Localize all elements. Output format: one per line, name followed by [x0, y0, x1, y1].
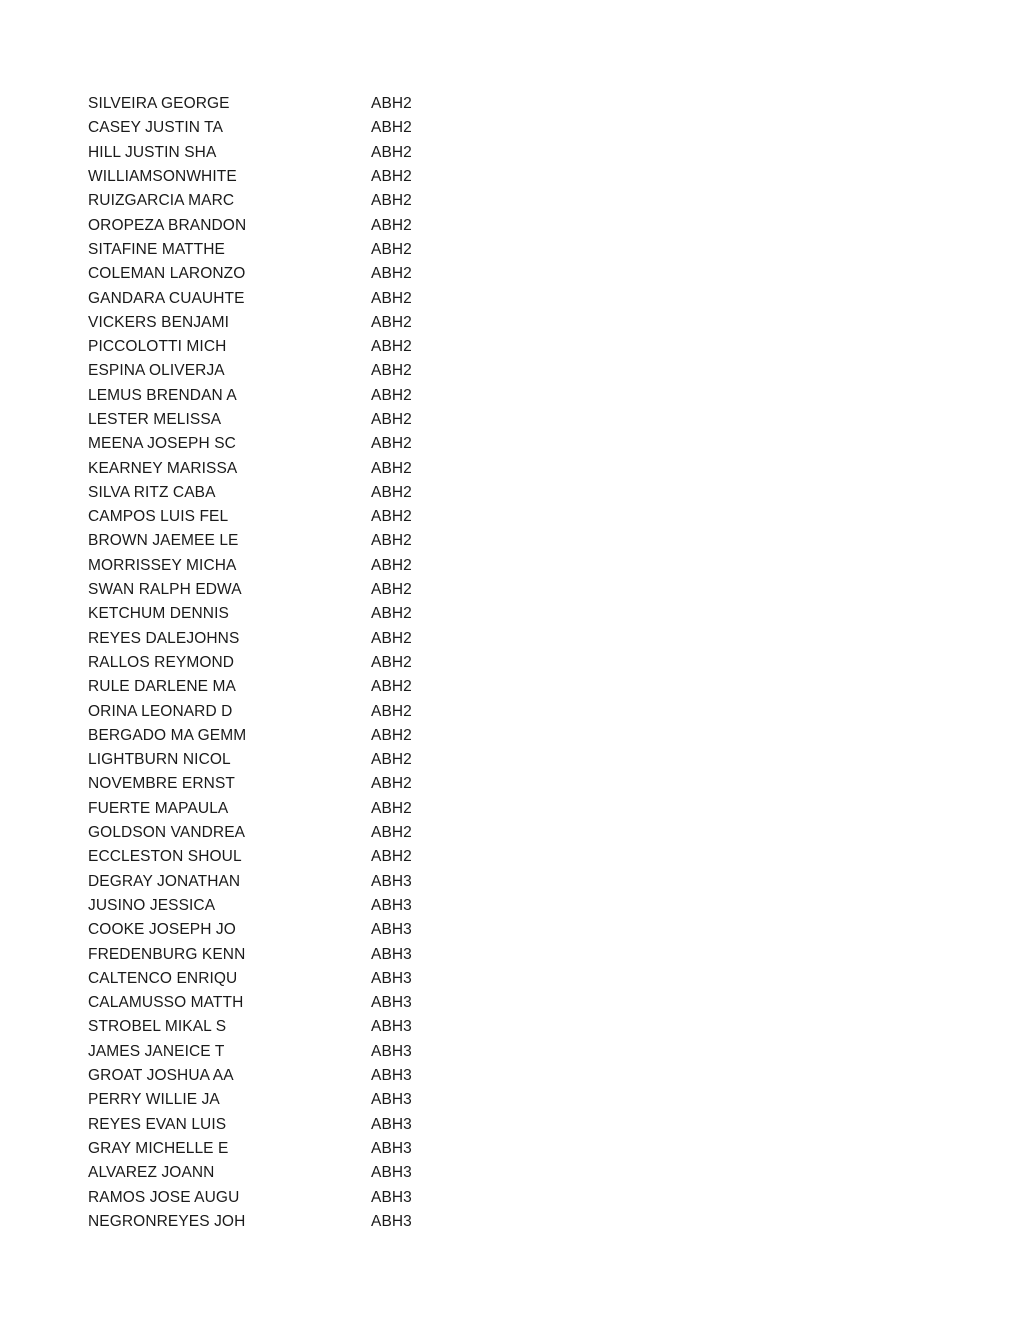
list-item — [88, 797, 488, 821]
person-name: GRAY MICHELLE E — [88, 1139, 229, 1157]
group-code: ABH2 — [371, 168, 412, 186]
list-item — [88, 238, 488, 262]
person-name: WILLIAMSONWHITE — [88, 168, 237, 186]
person-name: PERRY WILLIE JA — [88, 1091, 220, 1109]
list-item — [88, 821, 488, 845]
group-code: ABH2 — [371, 824, 412, 842]
list-item — [88, 1210, 488, 1234]
person-name: DEGRAY JONATHAN — [88, 872, 241, 890]
group-code: ABH3 — [371, 1067, 412, 1085]
person-name: COLEMAN LARONZO — [88, 265, 246, 283]
person-name: RAMOS JOSE AUGU — [88, 1188, 240, 1206]
person-name: LEMUS BRENDAN A — [88, 386, 237, 404]
person-name: STROBEL MIKAL S — [88, 1018, 227, 1036]
list-item — [88, 870, 488, 894]
list-item — [88, 1088, 488, 1112]
group-code: ABH2 — [371, 775, 412, 793]
person-name: SILVEIRA GEORGE — [88, 95, 230, 113]
list-item — [88, 1161, 488, 1185]
group-code: ABH3 — [371, 1139, 412, 1157]
list-item — [88, 1185, 488, 1209]
group-code: ABH2 — [371, 605, 412, 623]
group-code: ABH3 — [371, 1164, 412, 1182]
group-code: ABH3 — [371, 994, 412, 1012]
person-name: KETCHUM DENNIS — [88, 605, 229, 623]
group-code: ABH3 — [371, 921, 412, 939]
person-name: CASEY JUSTIN TA — [88, 119, 224, 137]
person-name: GROAT JOSHUA AA — [88, 1067, 234, 1085]
person-name: COOKE JOSEPH JO — [88, 921, 236, 939]
list-item — [88, 991, 488, 1015]
list-item — [88, 262, 488, 286]
list-item — [88, 456, 488, 480]
person-name: BROWN JAEMEE LE — [88, 532, 239, 550]
group-code: ABH2 — [371, 386, 412, 404]
roster-list — [88, 92, 488, 1234]
person-name: CALAMUSSO MATTH — [88, 994, 244, 1012]
list-item — [88, 675, 488, 699]
person-name: REYES EVAN LUIS — [88, 1115, 227, 1133]
list-item — [88, 578, 488, 602]
person-name: PICCOLOTTI MICH — [88, 338, 227, 356]
list-item — [88, 311, 488, 335]
group-code: ABH2 — [371, 289, 412, 307]
group-code: ABH3 — [371, 1018, 412, 1036]
list-item — [88, 165, 488, 189]
group-code: ABH3 — [371, 1091, 412, 1109]
group-code: ABH3 — [371, 1212, 412, 1230]
group-code: ABH2 — [371, 678, 412, 696]
group-code: ABH2 — [371, 702, 412, 720]
list-item — [88, 481, 488, 505]
person-name: ORINA LEONARD D — [88, 702, 233, 720]
group-code: ABH3 — [371, 1042, 412, 1060]
group-code: ABH2 — [371, 143, 412, 161]
person-name: KEARNEY MARISSA — [88, 459, 238, 477]
list-item — [88, 1137, 488, 1161]
group-code: ABH2 — [371, 338, 412, 356]
group-code: ABH2 — [371, 483, 412, 501]
list-item — [88, 92, 488, 116]
person-name: ALVAREZ JOANN — [88, 1164, 215, 1182]
list-item — [88, 1015, 488, 1039]
person-name: CAMPOS LUIS FEL — [88, 508, 229, 526]
group-code: ABH3 — [371, 896, 412, 914]
group-code: ABH2 — [371, 799, 412, 817]
list-item — [88, 384, 488, 408]
person-name: MEENA JOSEPH SC — [88, 435, 236, 453]
group-code: ABH2 — [371, 508, 412, 526]
person-name: NOVEMBRE ERNST — [88, 775, 235, 793]
person-name: LIGHTBURN NICOL — [88, 751, 231, 769]
list-item — [88, 408, 488, 432]
list-item — [88, 1064, 488, 1088]
person-name: REYES DALEJOHNS — [88, 629, 240, 647]
list-item — [88, 116, 488, 140]
list-item — [88, 141, 488, 165]
group-code: ABH2 — [371, 192, 412, 210]
list-item — [88, 918, 488, 942]
list-item — [88, 602, 488, 626]
list-item — [88, 651, 488, 675]
group-code: ABH2 — [371, 240, 412, 258]
person-name: FUERTE MAPAULA — [88, 799, 229, 817]
group-code: ABH2 — [371, 216, 412, 234]
group-code: ABH2 — [371, 556, 412, 574]
list-item — [88, 286, 488, 310]
person-name: JUSINO JESSICA — [88, 896, 216, 914]
list-item — [88, 189, 488, 213]
group-code: ABH2 — [371, 362, 412, 380]
group-code: ABH2 — [371, 459, 412, 477]
person-name: RALLOS REYMOND — [88, 653, 235, 671]
list-item — [88, 748, 488, 772]
group-code: ABH3 — [371, 945, 412, 963]
list-item — [88, 213, 488, 237]
person-name: SILVA RITZ CABA — [88, 483, 216, 501]
list-item — [88, 894, 488, 918]
person-name: GANDARA CUAUHTE — [88, 289, 245, 307]
list-item — [88, 554, 488, 578]
group-code: ABH2 — [371, 95, 412, 113]
person-name: MORRISSEY MICHA — [88, 556, 237, 574]
list-item — [88, 432, 488, 456]
person-name: GOLDSON VANDREA — [88, 824, 246, 842]
person-name: SITAFINE MATTHE — [88, 240, 225, 258]
person-name: JAMES JANEICE T — [88, 1042, 225, 1060]
list-item — [88, 967, 488, 991]
person-name: ESPINA OLIVERJA — [88, 362, 225, 380]
group-code: ABH2 — [371, 751, 412, 769]
group-code: ABH3 — [371, 1115, 412, 1133]
list-item — [88, 529, 488, 553]
list-item — [88, 845, 488, 869]
group-code: ABH2 — [371, 265, 412, 283]
group-code: ABH2 — [371, 726, 412, 744]
person-name: HILL JUSTIN SHA — [88, 143, 217, 161]
group-code: ABH2 — [371, 581, 412, 599]
list-item — [88, 772, 488, 796]
person-name: RULE DARLENE MA — [88, 678, 236, 696]
person-name: RUIZGARCIA MARC — [88, 192, 235, 210]
person-name: FREDENBURG KENN — [88, 945, 246, 963]
group-code: ABH3 — [371, 872, 412, 890]
list-item — [88, 724, 488, 748]
group-code: ABH3 — [371, 1188, 412, 1206]
list-item — [88, 359, 488, 383]
group-code: ABH2 — [371, 532, 412, 550]
group-code: ABH3 — [371, 969, 412, 987]
group-code: ABH2 — [371, 435, 412, 453]
person-name: SWAN RALPH EDWA — [88, 581, 242, 599]
list-item — [88, 505, 488, 529]
list-item — [88, 335, 488, 359]
person-name: VICKERS BENJAMI — [88, 313, 230, 331]
group-code: ABH2 — [371, 653, 412, 671]
list-item — [88, 1112, 488, 1136]
person-name: NEGRONREYES JOH — [88, 1212, 246, 1230]
person-name: CALTENCO ENRIQU — [88, 969, 238, 987]
list-item — [88, 699, 488, 723]
person-name: LESTER MELISSA — [88, 411, 222, 428]
person-name: OROPEZA BRANDON — [88, 216, 247, 234]
group-code: ABH2 — [371, 119, 412, 137]
group-code: ABH2 — [371, 629, 412, 647]
person-name: ECCLESTON SHOUL — [88, 848, 242, 866]
group-code: ABH2 — [371, 313, 412, 331]
list-item — [88, 942, 488, 966]
list-item — [88, 1040, 488, 1064]
person-name: BERGADO MA GEMM — [88, 726, 247, 744]
list-item — [88, 627, 488, 651]
group-code: ABH2 — [371, 411, 412, 428]
group-code: ABH2 — [371, 848, 412, 866]
